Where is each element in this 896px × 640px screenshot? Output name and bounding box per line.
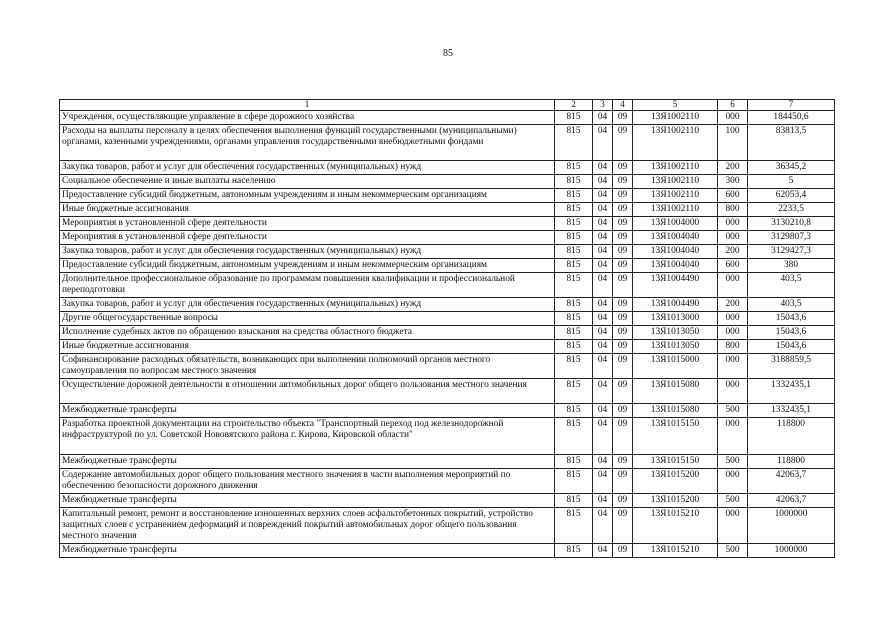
column-header: 2 xyxy=(555,100,593,111)
cell-subsection: 09 xyxy=(613,508,633,544)
cell-section: 04 xyxy=(593,508,613,544)
cell-grbs: 815 xyxy=(555,111,593,125)
cell-expense-type: 000 xyxy=(718,273,748,298)
cell-subsection: 09 xyxy=(613,125,633,161)
cell-amount: 42063,7 xyxy=(748,494,835,508)
column-header: 5 xyxy=(633,100,718,111)
cell-subsection: 09 xyxy=(613,245,633,259)
cell-section: 04 xyxy=(593,231,613,245)
table-row xyxy=(60,273,835,298)
cell-expense-type: 200 xyxy=(718,161,748,175)
cell-name: Мероприятия в установленной сфере деятельности xyxy=(60,231,555,245)
cell-expense-type: 800 xyxy=(718,340,748,354)
table-row xyxy=(60,494,835,508)
cell-name: Капитальный ремонт, ремонт и восстановление изношенных верхних слоев асфальтобетонных покрытий, устройство защитных слоев с устранением деформаций и повреждений покрытий автомобильных дорог общего пользования местного значения xyxy=(60,508,555,544)
cell-subsection: 09 xyxy=(613,455,633,469)
cell-target-article: 13Я1002110 xyxy=(633,175,718,189)
cell-expense-type: 000 xyxy=(718,379,748,404)
cell-target-article: 13Я1002110 xyxy=(633,111,718,125)
cell-section: 04 xyxy=(593,259,613,273)
table-row xyxy=(60,404,835,418)
cell-target-article: 13Я1013050 xyxy=(633,326,718,340)
cell-grbs: 815 xyxy=(555,245,593,259)
cell-amount: 3188859,5 xyxy=(748,354,835,379)
cell-amount: 118800 xyxy=(748,418,835,455)
cell-section: 04 xyxy=(593,273,613,298)
cell-target-article: 13Я1004040 xyxy=(633,231,718,245)
cell-amount: 36345,2 xyxy=(748,161,835,175)
table-row xyxy=(60,508,835,544)
column-header: 3 xyxy=(593,100,613,111)
cell-grbs: 815 xyxy=(555,273,593,298)
cell-section: 04 xyxy=(593,404,613,418)
cell-amount: 403,5 xyxy=(748,298,835,312)
cell-name: Разработка проектной документации на строительство объекта "Транспортный переход под железнодорожной инфраструктурой по ул. Советской Нововятского района г. Кирова, Кировской области" xyxy=(60,418,555,455)
table-row xyxy=(60,189,835,203)
cell-section: 04 xyxy=(593,379,613,404)
cell-subsection: 09 xyxy=(613,298,633,312)
column-header: 6 xyxy=(718,100,748,111)
cell-name: Дополнительное профессиональное образование по программам повышения квалификации и профессиональной переподготовки xyxy=(60,273,555,298)
cell-section: 04 xyxy=(593,418,613,455)
column-header: 7 xyxy=(748,100,835,111)
cell-amount: 2233,5 xyxy=(748,203,835,217)
cell-grbs: 815 xyxy=(555,418,593,455)
cell-section: 04 xyxy=(593,161,613,175)
cell-expense-type: 000 xyxy=(718,354,748,379)
budget-table xyxy=(59,99,835,558)
cell-section: 04 xyxy=(593,455,613,469)
cell-subsection: 09 xyxy=(613,231,633,245)
cell-expense-type: 200 xyxy=(718,245,748,259)
cell-expense-type: 600 xyxy=(718,259,748,273)
table-row xyxy=(60,111,835,125)
cell-expense-type: 000 xyxy=(718,231,748,245)
cell-expense-type: 000 xyxy=(718,326,748,340)
cell-subsection: 09 xyxy=(613,189,633,203)
cell-subsection: 09 xyxy=(613,544,633,558)
cell-section: 04 xyxy=(593,245,613,259)
cell-amount: 83813,5 xyxy=(748,125,835,161)
cell-subsection: 09 xyxy=(613,161,633,175)
cell-target-article: 13Я1015210 xyxy=(633,544,718,558)
cell-amount: 15043,6 xyxy=(748,340,835,354)
cell-grbs: 815 xyxy=(555,125,593,161)
cell-amount: 42063,7 xyxy=(748,469,835,494)
header-row xyxy=(60,100,835,111)
cell-amount: 184450,6 xyxy=(748,111,835,125)
table-row xyxy=(60,354,835,379)
page-number: 85 xyxy=(443,48,453,59)
cell-name: Иные бюджетные ассигнования xyxy=(60,203,555,217)
cell-grbs: 815 xyxy=(555,161,593,175)
cell-expense-type: 000 xyxy=(718,469,748,494)
cell-amount: 1332435,1 xyxy=(748,379,835,404)
cell-name: Другие общегосударственные вопросы xyxy=(60,312,555,326)
cell-expense-type: 500 xyxy=(718,544,748,558)
cell-section: 04 xyxy=(593,175,613,189)
cell-name: Межбюджетные трансферты xyxy=(60,544,555,558)
cell-amount: 5 xyxy=(748,175,835,189)
cell-section: 04 xyxy=(593,203,613,217)
table-row xyxy=(60,544,835,558)
cell-name: Закупка товаров, работ и услуг для обеспечения государственных (муниципальных) нужд xyxy=(60,161,555,175)
cell-expense-type: 500 xyxy=(718,404,748,418)
cell-target-article: 13Я1015000 xyxy=(633,354,718,379)
cell-expense-type: 500 xyxy=(718,455,748,469)
cell-expense-type: 000 xyxy=(718,217,748,231)
cell-subsection: 09 xyxy=(613,418,633,455)
cell-subsection: 09 xyxy=(613,469,633,494)
cell-amount: 15043,6 xyxy=(748,312,835,326)
table-row xyxy=(60,259,835,273)
cell-name: Мероприятия в установленной сфере деятельности xyxy=(60,217,555,231)
cell-subsection: 09 xyxy=(613,379,633,404)
table-row xyxy=(60,175,835,189)
table-row xyxy=(60,217,835,231)
cell-name: Предоставление субсидий бюджетным, автономным учреждениям и иным некоммерческим организациям xyxy=(60,259,555,273)
cell-target-article: 13Я1015200 xyxy=(633,469,718,494)
cell-name: Учреждения, осуществляющие управление в сфере дорожного хозяйства xyxy=(60,111,555,125)
cell-target-article: 13Я1004040 xyxy=(633,259,718,273)
column-header: 1 xyxy=(60,100,555,111)
cell-grbs: 815 xyxy=(555,494,593,508)
cell-expense-type: 000 xyxy=(718,508,748,544)
table-row xyxy=(60,298,835,312)
cell-expense-type: 600 xyxy=(718,189,748,203)
cell-expense-type: 200 xyxy=(718,298,748,312)
cell-amount: 118800 xyxy=(748,455,835,469)
cell-subsection: 09 xyxy=(613,217,633,231)
cell-name: Софинансирование расходных обязательств, возникающих при выполнении полномочий органов местного самоуправления по вопросам местного значения xyxy=(60,354,555,379)
cell-subsection: 09 xyxy=(613,259,633,273)
cell-grbs: 815 xyxy=(555,259,593,273)
cell-target-article: 13Я1002110 xyxy=(633,203,718,217)
cell-name: Исполнение судебных актов по обращению взыскания на средства областного бюджета xyxy=(60,326,555,340)
cell-grbs: 815 xyxy=(555,508,593,544)
cell-target-article: 13Я1015200 xyxy=(633,494,718,508)
cell-expense-type: 300 xyxy=(718,175,748,189)
cell-subsection: 09 xyxy=(613,203,633,217)
cell-name: Закупка товаров, работ и услуг для обеспечения государственных (муниципальных) нужд xyxy=(60,298,555,312)
cell-target-article: 13Я1002110 xyxy=(633,161,718,175)
cell-section: 04 xyxy=(593,312,613,326)
table-row xyxy=(60,161,835,175)
cell-target-article: 13Я1002110 xyxy=(633,189,718,203)
cell-target-article: 13Я1013000 xyxy=(633,312,718,326)
cell-section: 04 xyxy=(593,354,613,379)
table-row xyxy=(60,340,835,354)
cell-name: Содержание автомобильных дорог общего пользования местного значения в части выполнения мероприятий по обеспечению безопасности дорожного движения xyxy=(60,469,555,494)
cell-subsection: 09 xyxy=(613,111,633,125)
column-header: 4 xyxy=(613,100,633,111)
cell-expense-type: 000 xyxy=(718,418,748,455)
cell-subsection: 09 xyxy=(613,175,633,189)
cell-section: 04 xyxy=(593,469,613,494)
cell-section: 04 xyxy=(593,544,613,558)
cell-name: Межбюджетные трансферты xyxy=(60,404,555,418)
cell-expense-type: 800 xyxy=(718,203,748,217)
cell-grbs: 815 xyxy=(555,469,593,494)
cell-amount: 403,5 xyxy=(748,273,835,298)
cell-grbs: 815 xyxy=(555,217,593,231)
cell-expense-type: 000 xyxy=(718,312,748,326)
cell-grbs: 815 xyxy=(555,354,593,379)
cell-grbs: 815 xyxy=(555,404,593,418)
cell-name: Межбюджетные трансферты xyxy=(60,455,555,469)
cell-name: Межбюджетные трансферты xyxy=(60,494,555,508)
cell-amount: 1332435,1 xyxy=(748,404,835,418)
cell-amount: 62053,4 xyxy=(748,189,835,203)
cell-grbs: 815 xyxy=(555,175,593,189)
cell-expense-type: 100 xyxy=(718,125,748,161)
cell-name: Социальное обеспечение и иные выплаты населению xyxy=(60,175,555,189)
cell-amount: 15043,6 xyxy=(748,326,835,340)
cell-grbs: 815 xyxy=(555,326,593,340)
cell-target-article: 13Я1015080 xyxy=(633,404,718,418)
cell-name: Осуществление дорожной деятельности в отношении автомобильных дорог общего пользования местного значения xyxy=(60,379,555,404)
cell-target-article: 13Я1004490 xyxy=(633,298,718,312)
cell-subsection: 09 xyxy=(613,404,633,418)
cell-section: 04 xyxy=(593,298,613,312)
cell-grbs: 815 xyxy=(555,203,593,217)
cell-section: 04 xyxy=(593,125,613,161)
cell-name: Закупка товаров, работ и услуг для обеспечения государственных (муниципальных) нужд xyxy=(60,245,555,259)
cell-target-article: 13Я1004000 xyxy=(633,217,718,231)
cell-subsection: 09 xyxy=(613,354,633,379)
cell-target-article: 13Я1004040 xyxy=(633,245,718,259)
cell-name: Расходы на выплаты персоналу в целях обеспечения выполнения функций государственными (муниципальными) органами, казенными учреждениями, органами управления государственными внебюджетными фондами xyxy=(60,125,555,161)
cell-grbs: 815 xyxy=(555,544,593,558)
table-row xyxy=(60,418,835,455)
cell-amount: 1000000 xyxy=(748,508,835,544)
cell-target-article: 13Я1015210 xyxy=(633,508,718,544)
cell-amount: 1000000 xyxy=(748,544,835,558)
table-row xyxy=(60,469,835,494)
cell-expense-type: 500 xyxy=(718,494,748,508)
cell-target-article: 13Я1013050 xyxy=(633,340,718,354)
cell-grbs: 815 xyxy=(555,379,593,404)
table-row xyxy=(60,203,835,217)
cell-subsection: 09 xyxy=(613,340,633,354)
cell-grbs: 815 xyxy=(555,340,593,354)
cell-expense-type: 000 xyxy=(718,111,748,125)
table-row xyxy=(60,125,835,161)
cell-grbs: 815 xyxy=(555,231,593,245)
table-row xyxy=(60,379,835,404)
table-row xyxy=(60,231,835,245)
cell-grbs: 815 xyxy=(555,455,593,469)
cell-section: 04 xyxy=(593,326,613,340)
table-row xyxy=(60,245,835,259)
cell-section: 04 xyxy=(593,189,613,203)
cell-grbs: 815 xyxy=(555,312,593,326)
cell-amount: 380 xyxy=(748,259,835,273)
cell-target-article: 13Я1004490 xyxy=(633,273,718,298)
cell-subsection: 09 xyxy=(613,326,633,340)
cell-amount: 3129807,3 xyxy=(748,231,835,245)
cell-subsection: 09 xyxy=(613,273,633,298)
cell-grbs: 815 xyxy=(555,298,593,312)
cell-target-article: 13Я1015150 xyxy=(633,455,718,469)
cell-target-article: 13Я1015080 xyxy=(633,379,718,404)
cell-subsection: 09 xyxy=(613,312,633,326)
cell-section: 04 xyxy=(593,494,613,508)
cell-name: Предоставление субсидий бюджетным, автономным учреждениям и иным некоммерческим организациям xyxy=(60,189,555,203)
table-row xyxy=(60,455,835,469)
cell-section: 04 xyxy=(593,340,613,354)
table-row xyxy=(60,312,835,326)
cell-target-article: 13Я1002110 xyxy=(633,125,718,161)
cell-target-article: 13Я1015150 xyxy=(633,418,718,455)
cell-amount: 3129427,3 xyxy=(748,245,835,259)
cell-grbs: 815 xyxy=(555,189,593,203)
cell-section: 04 xyxy=(593,217,613,231)
cell-name: Иные бюджетные ассигнования xyxy=(60,340,555,354)
cell-subsection: 09 xyxy=(613,494,633,508)
cell-amount: 3130210,8 xyxy=(748,217,835,231)
table-row xyxy=(60,326,835,340)
cell-section: 04 xyxy=(593,111,613,125)
